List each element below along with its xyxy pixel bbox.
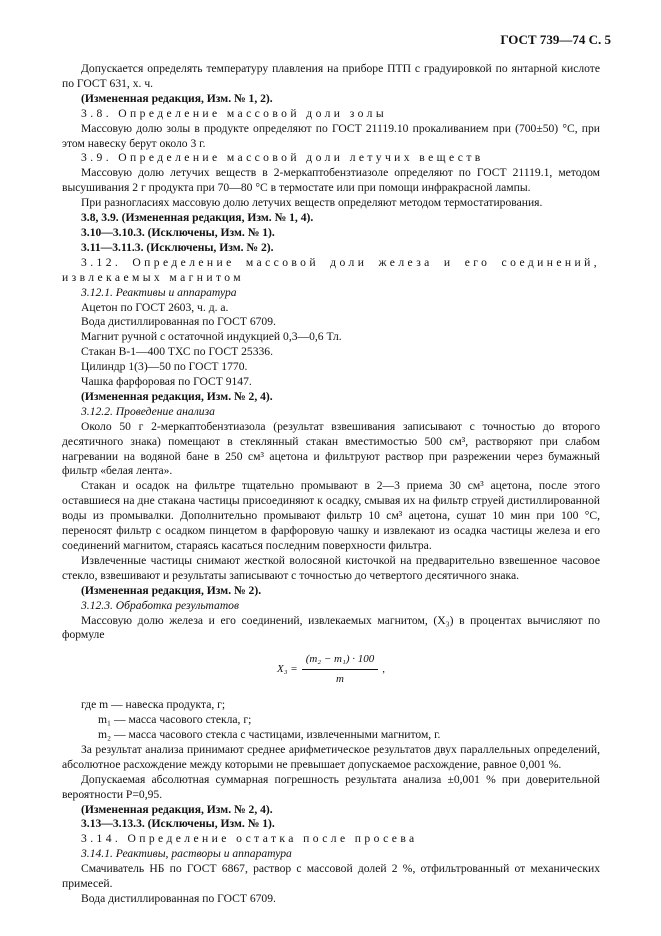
amendment-note: (Измененная редакция, Изм. № 1, 2). xyxy=(81,91,273,105)
subsection-heading-3-12-3: 3.12.3. Обработка результатов xyxy=(81,598,240,612)
reagent-item: Чашка фарфоровая по ГОСТ 9147. xyxy=(81,375,252,389)
section-heading-3-14: 3.14. Определение остатка после просева xyxy=(81,832,418,846)
paragraph: Массовую долю железа и его соединений, извлекаемых магнитом, (X₃) в процентах вычисляют по формуле xyxy=(62,613,600,642)
formula-tail: , xyxy=(382,663,385,676)
formula-numerator: (m₂ − m₁) · 100 xyxy=(302,652,379,670)
amendment-note: 3.10—3.10.3. (Исключены, Изм. № 1). xyxy=(81,225,275,239)
formula-legend: где m — навеска продукта, г; xyxy=(81,698,226,712)
section-heading-3-8: 3.8. Определение массовой доли золы xyxy=(81,106,388,120)
formula-fraction xyxy=(302,652,379,687)
paragraph: За результат анализа принимают среднее арифметическое результатов двух параллельных определений, абсолютное расхождение между которыми не превышает допускаемое расхождение, равное 0,001 %. xyxy=(62,742,600,771)
reagent-item: Стакан В-1—400 ТХС по ГОСТ 25336. xyxy=(81,345,273,359)
amendment-note: (Измененная редакция, Изм. № 2, 4). xyxy=(81,389,273,403)
document-body xyxy=(62,62,600,907)
paragraph: Массовую долю золы в продукте определяют по ГОСТ 21119.10 прокаливанием при (700±50) °С, при этом навеску берут около 3 г. xyxy=(62,121,600,150)
amendment-note: 3.13—3.13.3. (Исключены, Изм. № 1). xyxy=(81,817,275,831)
section-heading-3-9: 3.9. Определение массовой доли летучих веществ xyxy=(81,151,484,165)
reagent-item: Вода дистиллированная по ГОСТ 6709. xyxy=(81,315,276,329)
paragraph: Смачиватель НБ по ГОСТ 6867, раствор с массовой долей 2 %, отфильтрованный от механических примесей. xyxy=(62,862,600,891)
reagent-item: Цилиндр 1(3)—50 по ГОСТ 1770. xyxy=(81,360,248,374)
formula-denominator: m xyxy=(336,673,344,686)
amendment-note: 3.8, 3.9. (Измененная редакция, Изм. № 1, 4). xyxy=(81,211,314,225)
paragraph: Допускается определять температуру плавления на приборе ПТП с градуировкой по янтарной кислоте по ГОСТ 631, х. ч. xyxy=(62,62,600,90)
amendment-note: (Измененная редакция, Изм. № 2, 4). xyxy=(81,802,273,816)
formula-lhs: X₃ = xyxy=(276,663,298,676)
amendment-note: 3.11—3.11.3. (Исключены, Изм. № 2). xyxy=(81,240,274,254)
paragraph: Извлеченные частицы снимают жесткой волосяной кисточкой на предварительно взвешенное часовое стекло, взвешивают и результаты записывают с точностью до четвертого десятичного знака. xyxy=(62,553,600,582)
paragraph: Около 50 г 2-меркаптобензтиазола (результат взвешивания записывают с точностью до второго десятичного знака) помещают в стеклянный стакан вместимостью 500 см³, растворяют при слабом нагревании на водяной бане в 250 см³ ацетона и фильтруют раствор при разрежении через бумажный фильтр «белая лента». xyxy=(62,419,600,478)
subsection-heading-3-12-2: 3.12.2. Проведение анализа xyxy=(81,404,215,418)
paragraph: Массовую долю летучих веществ в 2-меркаптобензтиазоле определяют по ГОСТ 21119.1, методом высушивания 2 г продукта при 70—80 °С в термостате или при помощи инфракрасной лампы. xyxy=(62,166,600,195)
formula-legend: m₂ — масса часового стекла с частицами, извлеченными магнитом, г. xyxy=(98,727,441,741)
section-heading-3-12: 3.12. Определение массовой доли железа и его соединений, xyxy=(81,255,600,269)
paragraph: Допускаемая абсолютная суммарная погрешность результата анализа ±0,001 % при доверительной вероятности P=0,95. xyxy=(62,772,600,801)
paragraph: При разногласиях массовую долю летучих веществ определяют методом термостатирования. xyxy=(81,196,543,210)
section-heading-3-12-cont: извлекаемых магнитом xyxy=(62,270,245,284)
formula xyxy=(62,652,600,687)
formula-legend: m₁ — масса часового стекла, г; xyxy=(98,713,252,727)
reagent-item: Вода дистиллированная по ГОСТ 6709. xyxy=(81,891,276,905)
amendment-note: (Измененная редакция, Изм. № 2). xyxy=(81,583,262,597)
subsection-heading-3-12-1: 3.12.1. Реактивы и аппаратура xyxy=(81,285,237,299)
paragraph: Стакан и осадок на фильтре тщательно промывают в 2—3 приема 30 см³ ацетона, после этого оставшиеся на дне стакана частицы присоединяют к осадку, смывая их на фильтр струей дистиллированной воды из промывалки. Дополнительно промывают фильтр 10 см³ ацетона, сушат 10 мин при 100 °С, переносят фильтр с осадком пинцетом в фарфоровую чашку и извлекают из осадка частицы железа и его соединений магнитом, стараясь касаться последним поверхности фильтра. xyxy=(62,479,600,552)
page-header: ГОСТ 739—74 С. 5 xyxy=(500,32,611,47)
reagent-item: Магнит ручной с остаточной индукцией 0,3—0,6 Тл. xyxy=(81,330,342,344)
reagent-item: Ацетон по ГОСТ 2603, ч. д. а. xyxy=(81,300,229,314)
subsection-heading-3-14-1: 3.14.1. Реактивы, растворы и аппаратура xyxy=(81,847,292,861)
